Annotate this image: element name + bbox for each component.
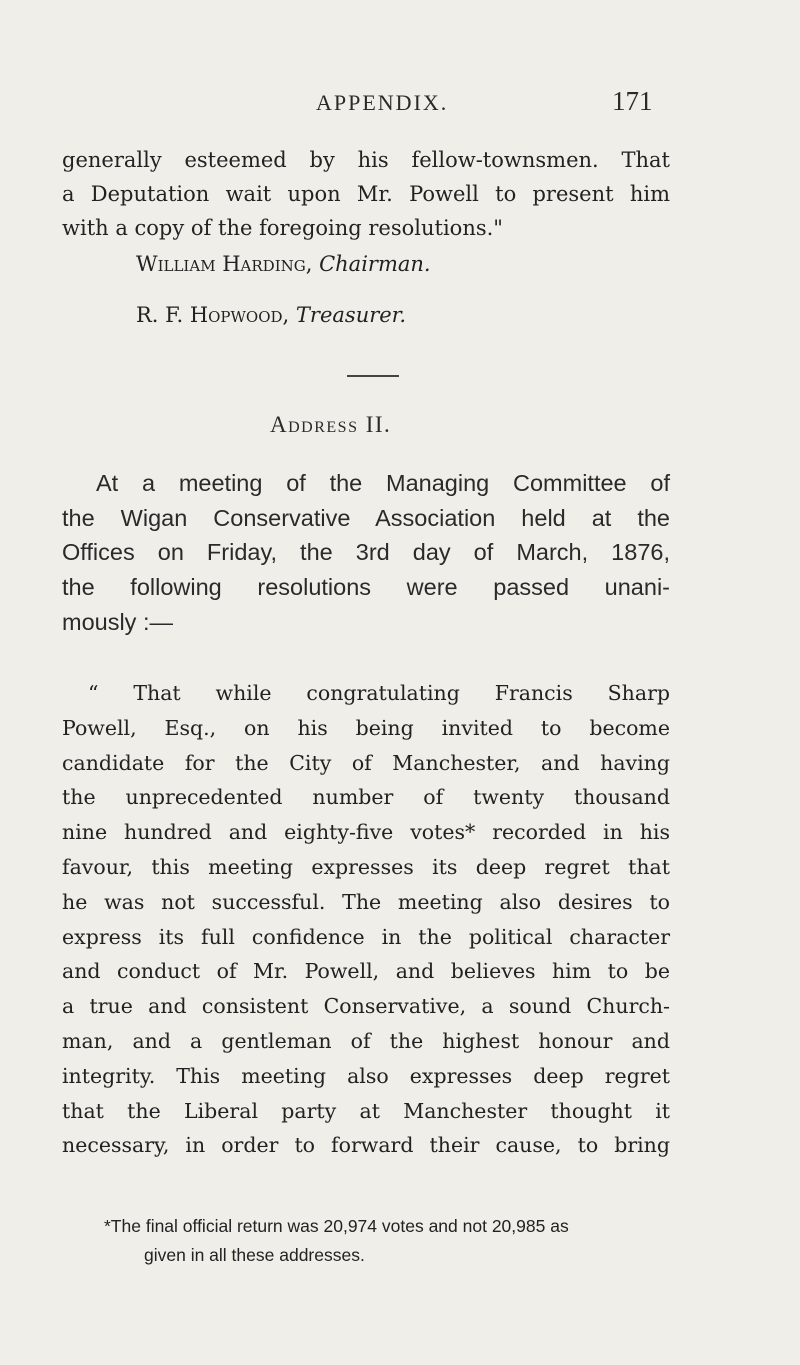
text-line: with a copy of the foregoing resolutions." (62, 216, 503, 240)
section-divider (347, 375, 399, 377)
text-line: that the Liberal party at Manchester thought it (62, 1098, 670, 1123)
footnote-line: given in all these addresses. (144, 1245, 365, 1265)
text-line: Powell, Esq., on his being invited to become (62, 715, 670, 740)
signatory-name: William Harding, (136, 252, 313, 276)
text-line: man, and a gentleman of the highest honour and (62, 1028, 670, 1053)
text-line: he was not successful. The meeting also desires to (62, 889, 670, 914)
address-heading: Address II. (270, 412, 392, 437)
running-head (0, 84, 800, 124)
text-line: mously :— (62, 608, 173, 635)
text-line: At a meeting of the Managing Committee of (96, 470, 670, 496)
signatory-role: Chairman. (319, 252, 431, 276)
text-line: Offices on Friday, the 3rd day of March, 1876, (62, 539, 670, 566)
text-line: the unprecedented number of twenty thousand (62, 785, 670, 810)
footnote-line: *The final official return was 20,974 votes and not 20,985 as (104, 1216, 569, 1236)
signature-treasurer (136, 298, 406, 332)
section-label: APPENDIX. (316, 90, 449, 115)
page-number: 171 (612, 86, 653, 116)
text-line: integrity. This meeting also expresses deep regret (62, 1063, 670, 1088)
text-line: necessary, in order to forward their cause, to bring (62, 1133, 670, 1158)
text-line: the following resolutions were passed unani- (62, 574, 670, 601)
text-line: a Deputation wait upon Mr. Powell to present him (62, 182, 670, 206)
text-line: favour, this meeting expresses its deep regret that (62, 854, 670, 879)
text-line: and conduct of Mr. Powell, and believes him to be (62, 959, 670, 984)
text-line: generally esteemed by his fellow-townsmen. That (62, 148, 670, 172)
text-line: “ That while congratulating Francis Sharp (88, 681, 670, 705)
footnote (62, 1212, 670, 1270)
resolution-paragraph (62, 676, 670, 1163)
opening-paragraph (62, 143, 670, 245)
intro-paragraph (62, 466, 670, 640)
signature-chairman (136, 247, 431, 281)
text-line: candidate for the City of Manchester, and having (62, 750, 670, 775)
text-line: express its full confidence in the political character (62, 924, 670, 949)
text-line: the Wigan Conservative Association held at the (62, 504, 670, 531)
text-line: a true and consistent Conservative, a sound Church- (62, 994, 670, 1019)
signatory-name: R. F. Hopwood, (136, 303, 290, 327)
text-line: nine hundred and eighty-five votes* recorded in his (62, 820, 670, 845)
signatory-role: Treasurer. (295, 303, 407, 327)
